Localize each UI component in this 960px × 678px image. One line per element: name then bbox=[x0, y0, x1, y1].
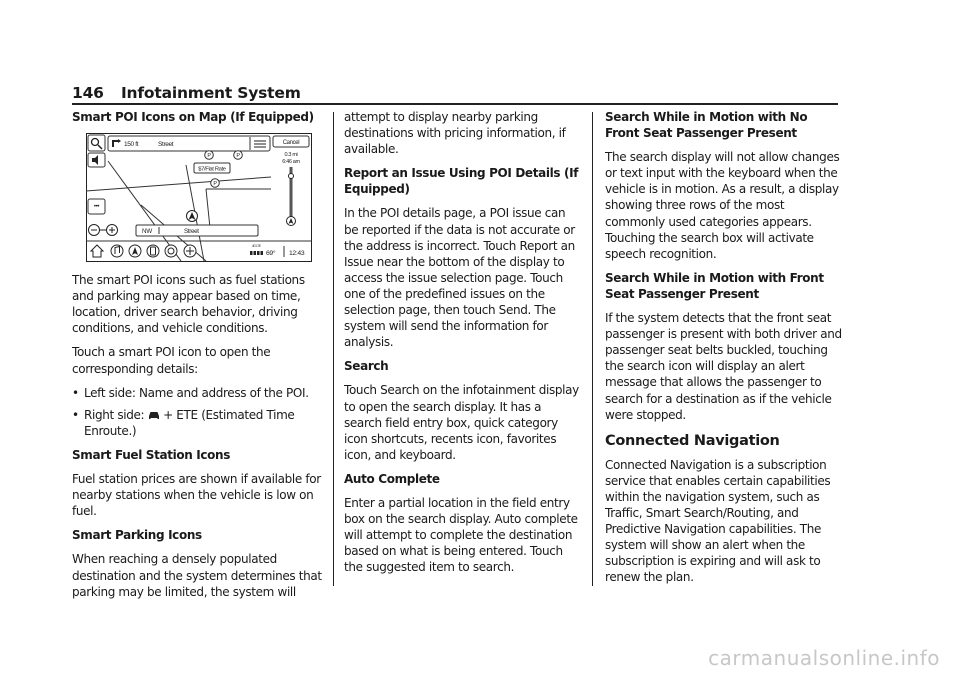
page-header bbox=[72, 84, 301, 102]
svg-text:P: P bbox=[236, 153, 240, 160]
clock: 12:43 bbox=[289, 250, 305, 258]
vehicle-position-icon bbox=[187, 211, 198, 222]
more-label: ••• bbox=[93, 204, 100, 211]
bullet-text: + ETE (Estimated Time Enroute.) bbox=[84, 407, 295, 438]
heading-parking-icons: Smart Parking Icons bbox=[72, 528, 202, 543]
watermark: carmanualsonline.info bbox=[708, 646, 940, 670]
turn-distance: 150 ft bbox=[124, 141, 139, 149]
heading-search-with-passenger: Search While in Motion with Front Seat Passenger Present bbox=[605, 270, 824, 301]
heading-smart-poi: Smart POI Icons on Map (If Equipped) bbox=[72, 110, 314, 124]
zoom-out-button[interactable] bbox=[89, 225, 100, 236]
eta-time: 6:46 am bbox=[282, 159, 300, 166]
heading-connected-navigation: Connected Navigation bbox=[605, 432, 780, 449]
column-divider-2 bbox=[592, 112, 593, 586]
navigation-app-icon[interactable] bbox=[129, 245, 141, 257]
paragraph: Enter a partial location in the field entry box on the search display. Auto complete will attempt to complete the destination based on what is being entered. Touch the suggested item to search. bbox=[344, 495, 578, 575]
paragraph: Connected Navigation is a subscription service that enables certain capabilities within the navigation system, such as Traffic, Smart Search/Routing, and Predictive Navigation capabilities. The system will show an alert when the subscription is expiring and will ask to renew the plan. bbox=[605, 457, 831, 585]
heading-search-no-passenger: Search While in Motion with No Front Seat Passenger Present bbox=[605, 110, 808, 141]
paragraph: In the POI details page, a POI issue can be reported if the data is not accurate or the address is incorrect. Touch Report an Issue near the bottom of the display to access the issue selection page. Touch one of the predefined issues on the selection page, then touch Send. The system will send the information for analysis. bbox=[344, 206, 575, 350]
current-street-name: Street bbox=[184, 228, 199, 236]
parking-poi-icon[interactable] bbox=[205, 151, 214, 160]
phone-app-icon[interactable] bbox=[147, 245, 159, 257]
section-title: Infotainment System bbox=[120, 84, 301, 102]
network-label: 4G LTE bbox=[252, 244, 261, 249]
heading-report-issue: Report an Issue Using POI Details (If Equipped) bbox=[344, 166, 579, 197]
header-rule bbox=[72, 103, 838, 105]
paragraph: Touch a smart POI icon to open the corresponding details: bbox=[72, 345, 271, 376]
svg-text:P: P bbox=[207, 153, 211, 160]
parking-poi-icon[interactable] bbox=[211, 179, 220, 188]
bullet-icon: • bbox=[72, 407, 79, 422]
audio-app-icon[interactable] bbox=[111, 245, 123, 257]
paragraph: The smart POI icons such as fuel stations and parking may appear based on time, location, driver search behavior, driving conditions, and vehicle conditions. bbox=[72, 273, 305, 336]
paragraph: Fuel station prices are shown if available for nearby stations when the vehicle is low on fuel. bbox=[72, 472, 321, 519]
heading-auto-complete: Auto Complete bbox=[344, 471, 440, 486]
paragraph: When reaching a densely populated destination and the system determines that parking may be limited, the system will bbox=[72, 552, 322, 599]
paragraph: If the system detects that the front seat passenger is present with both driver and passenger seat belts buckled, touching the search icon will display an alert message that allows the passenger to search for a destination as if the vehicle were stopped. bbox=[605, 311, 842, 422]
heading-direction: NW bbox=[142, 228, 152, 236]
column-3 bbox=[605, 109, 843, 594]
bullet-text: Left side: Name and address of the POI. bbox=[84, 385, 309, 400]
parking-poi-icon[interactable] bbox=[234, 151, 243, 160]
apps-icon[interactable] bbox=[184, 245, 196, 257]
car-icon bbox=[148, 410, 160, 420]
turn-street: Street bbox=[158, 141, 174, 149]
parking-price: $7/Flat Rate bbox=[198, 166, 226, 173]
nav-screen-figure bbox=[86, 133, 312, 262]
paragraph: The search display will not allow changes or text input with the keyboard when the vehicle is in motion. As a result, a display showing three rows of the most commonly used categories appears. Touching the search box will activate speech recognition. bbox=[605, 150, 840, 261]
bullet-item bbox=[72, 407, 322, 439]
heading-fuel-icons: Smart Fuel Station Icons bbox=[72, 447, 231, 462]
outside-temperature: 69° bbox=[266, 250, 276, 258]
search-icon[interactable] bbox=[88, 135, 105, 151]
bullet-item bbox=[72, 385, 322, 401]
cancel-label: Cancel bbox=[282, 140, 300, 147]
bullet-icon: • bbox=[72, 385, 79, 400]
column-divider-1 bbox=[333, 112, 334, 586]
svg-text:P: P bbox=[213, 181, 217, 188]
remaining-distance: 0.3 mi bbox=[284, 152, 298, 159]
page-number: 146 bbox=[72, 84, 104, 102]
column-2 bbox=[344, 109, 582, 583]
paragraph: attempt to display nearby parking destinations with pricing information, if available. bbox=[344, 110, 566, 157]
bullet-text: Right side: bbox=[84, 407, 148, 422]
heading-search: Search bbox=[344, 359, 389, 374]
paragraph: Touch Search on the infotainment display to open the search display. It has a search field entry box, quick category icon shortcuts, recents icon, favorites icon, and keyboard. bbox=[344, 383, 579, 462]
nav-screen-illustration bbox=[86, 133, 312, 262]
column-1 bbox=[72, 109, 322, 608]
zoom-in-button[interactable] bbox=[107, 225, 118, 236]
climate-app-icon[interactable] bbox=[165, 245, 177, 257]
